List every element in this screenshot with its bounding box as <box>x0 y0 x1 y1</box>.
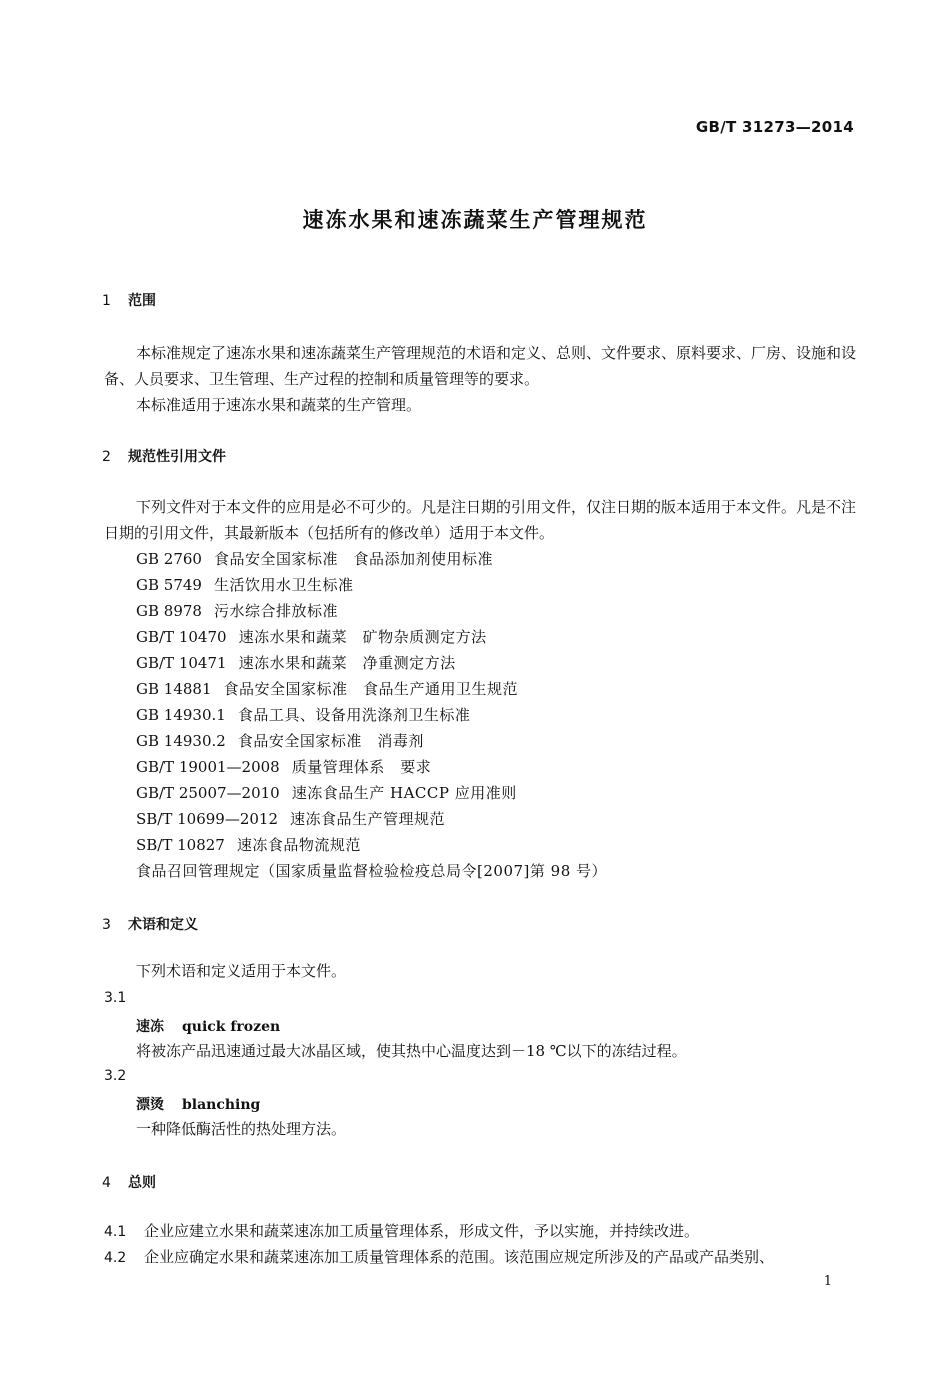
reference-code: SB/T 10699—2012 <box>136 810 279 828</box>
reference-code: GB/T 19001—2008 <box>136 758 280 776</box>
reference-item <box>136 572 353 598</box>
clause-text: 企业应确定水果和蔬菜速冻加工质量管理体系的范围。该范围应规定所涉及的产品或产品类别、 <box>144 1248 775 1266</box>
reference-title: 速冻水果和蔬菜 净重测定方法 <box>238 654 456 672</box>
reference-title: 速冻食品生产管理规范 <box>290 810 446 828</box>
section-4-heading <box>102 1172 156 1192</box>
reference-title: 速冻食品物流规范 <box>236 836 361 854</box>
term-name <box>136 1016 280 1036</box>
section-title: 范围 <box>128 293 156 309</box>
term-number: 3.2 <box>104 1068 127 1084</box>
reference-item <box>136 546 493 572</box>
clause-text: 企业应建立水果和蔬菜速冻加工质量管理体系，形成文件，予以实施，并持续改进。 <box>144 1222 700 1240</box>
reference-code: SB/T 10827 <box>136 836 225 854</box>
reference-code: GB 14881 <box>136 680 212 698</box>
term-en: quick frozen <box>182 1019 281 1035</box>
clause-item <box>104 1218 699 1245</box>
reference-code: GB 5749 <box>136 576 202 594</box>
section-3-heading <box>102 914 198 934</box>
section-number: 4 <box>102 1175 111 1191</box>
reference-title: 质量管理体系 要求 <box>291 758 432 776</box>
scope-paragraph: 本标准规定了速冻水果和速冻蔬菜生产管理规范的术语和定义、总则、文件要求、原料要求、厂房、设施和设备、人员要求、卫生管理、生产过程的控制和质量管理等的要求。 <box>104 344 857 388</box>
scope-applicability: 本标准适用于速冻水果和蔬菜的生产管理。 <box>136 396 422 414</box>
standard-code: GB/T 31273—2014 <box>695 118 854 136</box>
reference-item <box>136 624 487 650</box>
reference-item <box>136 780 517 806</box>
clause-item <box>104 1244 774 1271</box>
reference-title: 生活饮用水卫生标准 <box>213 576 354 594</box>
reference-item <box>136 858 607 884</box>
reference-title: 食品安全国家标准 食品生产通用卫生规范 <box>223 680 519 698</box>
reference-title: 速冻水果和蔬菜 矿物杂质测定方法 <box>238 628 487 646</box>
reference-code: GB/T 10471 <box>136 654 227 672</box>
reference-title: 速冻食品生产 HACCP 应用准则 <box>291 784 517 802</box>
section-title: 规范性引用文件 <box>128 449 226 465</box>
section-1-heading <box>102 290 156 310</box>
references-intro: 下列文件对于本文件的应用是必不可少的。凡是注日期的引用文件，仅注日期的版本适用于本文件。凡是不注日期的引用文件，其最新版本（包括所有的修改单）适用于本文件。 <box>104 498 857 542</box>
section-title: 总则 <box>128 1175 156 1191</box>
page-number: 1 <box>823 1274 832 1289</box>
term-en: blanching <box>182 1097 261 1113</box>
reference-item <box>136 832 361 858</box>
reference-code: GB 8978 <box>136 602 202 620</box>
document-title: 速冻水果和速冻蔬菜生产管理规范 <box>302 208 648 232</box>
term-zh: 漂烫 <box>136 1097 164 1113</box>
section-number: 3 <box>102 917 111 933</box>
terms-intro: 下列术语和定义适用于本文件。 <box>136 962 347 980</box>
reference-code: GB 2760 <box>136 550 202 568</box>
term-definition: 一种降低酶活性的热处理方法。 <box>136 1120 347 1138</box>
reference-code: GB/T 25007—2010 <box>136 784 280 802</box>
term-number: 3.1 <box>104 990 127 1006</box>
reference-item <box>136 702 470 728</box>
reference-item <box>136 650 456 676</box>
reference-code: GB/T 10470 <box>136 628 227 646</box>
reference-item <box>136 676 518 702</box>
section-title: 术语和定义 <box>128 917 198 933</box>
section-2-heading <box>102 446 226 466</box>
reference-item <box>136 806 445 832</box>
reference-title: 污水综合排放标准 <box>213 602 338 620</box>
reference-title: 食品安全国家标准 消毒剂 <box>237 732 424 750</box>
section-number: 2 <box>102 449 111 465</box>
term-zh: 速冻 <box>136 1019 164 1035</box>
reference-title: 食品召回管理规定（国家质量监督检验检疫总局令[2007]第 98 号） <box>136 862 608 880</box>
reference-title: 食品安全国家标准 食品添加剂使用标准 <box>213 550 493 568</box>
term-definition: 将被冻产品迅速通过最大冰晶区域，使其热中心温度达到－18 ℃以下的冻结过程。 <box>136 1042 687 1060</box>
reference-code: GB 14930.1 <box>136 706 226 724</box>
reference-item <box>136 728 424 754</box>
reference-title: 食品工具、设备用洗涤剂卫生标准 <box>237 706 471 724</box>
clause-number: 4.1 <box>104 1224 127 1240</box>
reference-item <box>136 598 338 624</box>
reference-item <box>136 754 431 780</box>
section-number: 1 <box>102 293 111 309</box>
clause-number: 4.2 <box>104 1250 127 1266</box>
term-name <box>136 1094 260 1114</box>
reference-code: GB 14930.2 <box>136 732 226 750</box>
